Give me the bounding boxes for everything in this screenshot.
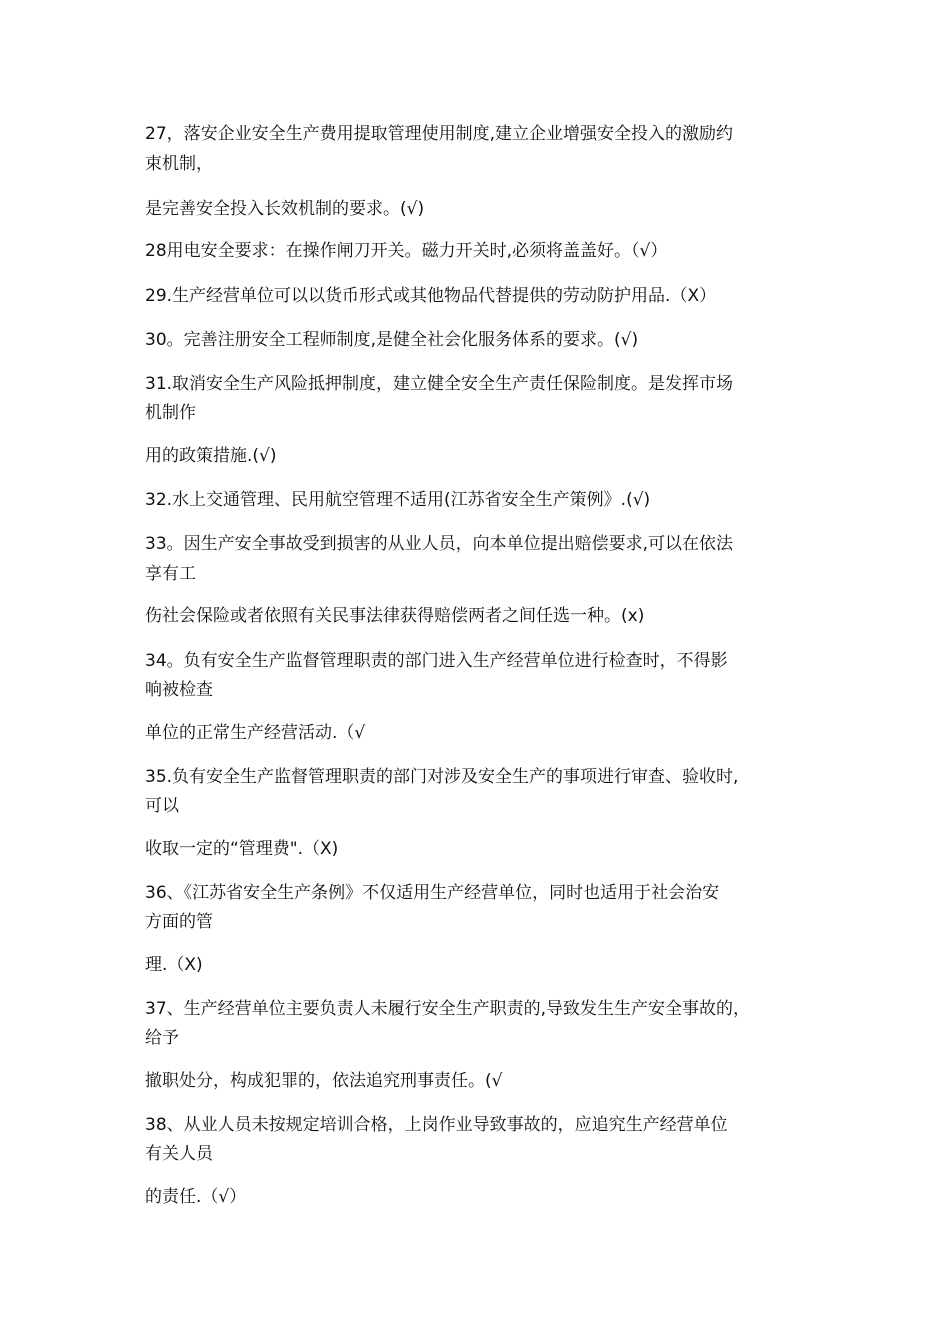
text-line-34a: 34。负有安全生产监督管理职责的部门进入生产经营单位进行检查时，不得影: [145, 651, 728, 671]
text-line-27b: 束机制，: [145, 154, 213, 174]
text-line-33b: 享有工: [145, 564, 196, 584]
text-line-27a: 27，落安企业安全生产费用提取管理使用制度,建立企业增强安全投入的激励约: [145, 124, 734, 144]
text-line-36a: 36、《江苏省安全生产条例》不仅适用生产经营单位，同时也适用于社会治安: [145, 883, 720, 903]
text-line-35b: 可以: [145, 796, 179, 816]
text-line-33c: 伤社会保险或者依照有关民事法律获得赔偿两者之间任选一种。(x): [145, 606, 645, 626]
text-line-33a: 33。因生产安全事故受到损害的从业人员，向本单位提出赔偿要求,可以在依法: [145, 534, 734, 554]
text-line-36b: 方面的管: [145, 912, 213, 932]
text-line-37a: 37、生产经营单位主要负责人未履行安全生产职责的,导致发生生产安全事故的，: [145, 999, 751, 1019]
text-line-28: 28用电安全要求：在操作闸刀开关。磁力开关时,必须将盖盖好。（√）: [145, 241, 668, 261]
text-line-27c: 是完善安全投入长效机制的要求。(√): [145, 199, 425, 219]
text-line-35c: 收取一定的“管理费".（X): [145, 839, 339, 859]
text-line-34b: 响被检查: [145, 680, 213, 700]
text-line-37b: 给予: [145, 1028, 179, 1048]
text-line-38a: 38、从业人员未按规定培训合格，上岗作业导致事故的，应追究生产经营单位: [145, 1115, 728, 1135]
text-line-36c: 理.（X): [145, 955, 203, 975]
text-line-35a: 35.负有安全生产监督管理职责的部门对涉及安全生产的事项进行审查、验收时,: [145, 767, 739, 787]
text-line-38b: 有关人员: [145, 1144, 213, 1164]
text-line-34c: 单位的正常生产经营活动.（√: [145, 723, 366, 743]
text-line-37c: 撤职处分，构成犯罪的，依法追究刑事责任。(√: [145, 1071, 503, 1091]
text-line-32: 32.水上交通管理、民用航空管理不适用(江苏省安全生产策例》.(√): [145, 490, 651, 510]
text-line-31b: 机制作: [145, 403, 196, 423]
text-line-31c: 用的政策措施.(√): [145, 446, 277, 466]
text-line-29: 29.生产经营单位可以以货币形式或其他物品代替提供的劳动防护用品.（X）: [145, 286, 717, 306]
text-line-30: 30。完善注册安全工程师制度,是健全社会化服务体系的要求。(√): [145, 330, 639, 350]
text-line-38c: 的责任.（√）: [145, 1187, 247, 1207]
text-line-31a: 31.取消安全生产风险抵押制度，建立健全安全生产责任保险制度。是发挥市场: [145, 374, 734, 394]
